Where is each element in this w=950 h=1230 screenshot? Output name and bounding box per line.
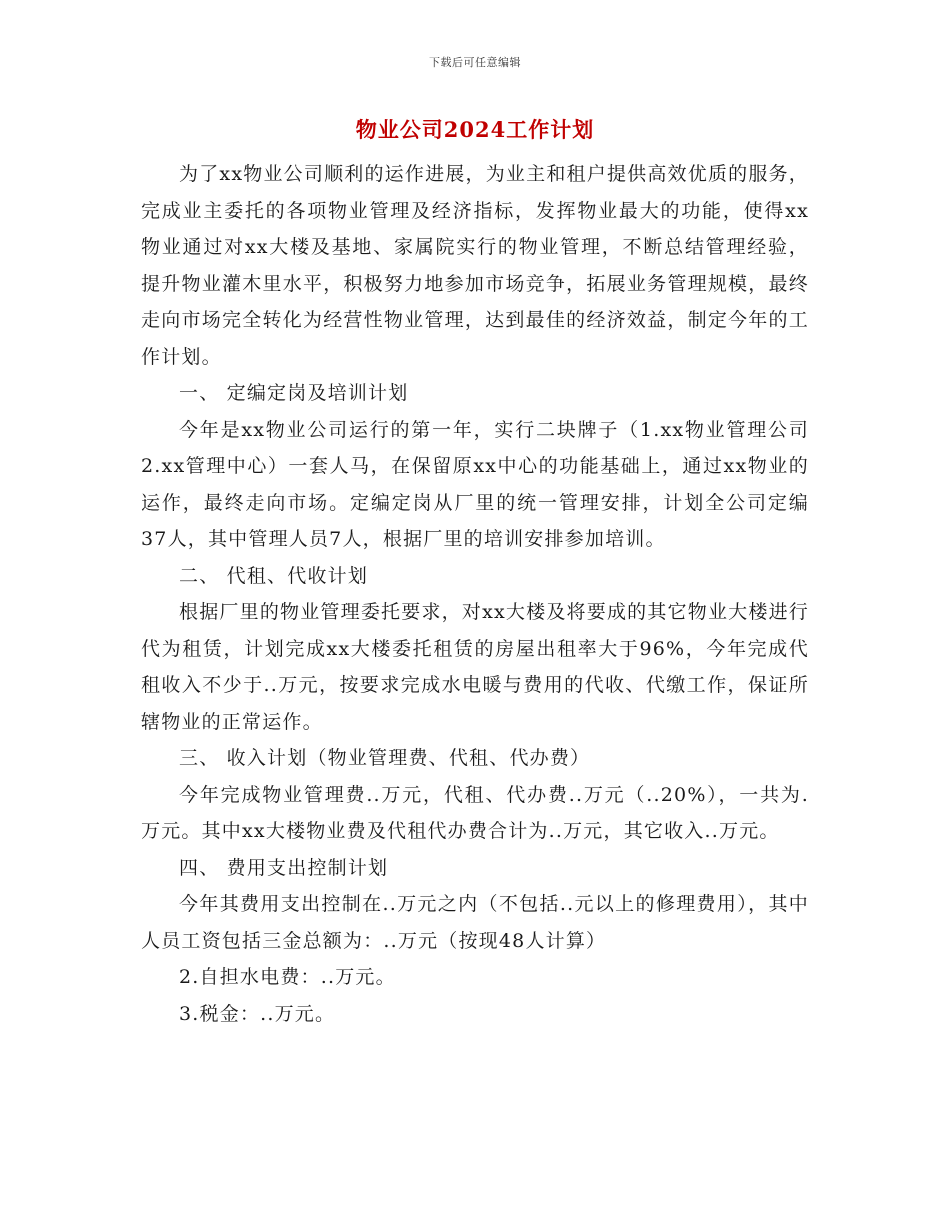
document-body (141, 156, 809, 1032)
section-heading-staffing: 一、 定编定岗及培训计划 (179, 382, 409, 404)
paragraph-taxes: 3.税金：..万元。 (179, 1002, 336, 1025)
section-heading-income: 三、 收入计划（物业管理费、代租、代办费） (179, 747, 591, 769)
paragraph-leasing: 根据厂里的物业管理委托要求，对xx大楼及将要成的其它物业大楼进行代为租赁，计划完成xx大楼委托租赁的房屋出租率大于96%，今年完成代租收入不少于..万元，按要求完成水电暖与费用的代收、代缴工作，保证所辖物业的正常运作。 (141, 601, 809, 733)
intro-paragraph: 为了xx物业公司顺利的运作进展，为业主和租户提供高效优质的服务，完成业主委托的各项物业管理及经济指标，发挥物业最大的功能，使得xx物业通过对xx大楼及基地、家属院实行的物业管理，不断总结管理经验，提升物业灌木里水平，积极努力地参加市场竞争，拓展业务管理规模，最终走向市场完全转化为经营性物业管理，达到最佳的经济效益，制定今年的工作计划。 (141, 163, 809, 368)
section-heading-leasing: 二、 代租、代收计划 (179, 564, 369, 587)
section-heading-expenses: 四、 费用支出控制计划 (179, 856, 389, 879)
paragraph-expenses: 今年其费用支出控制在..万元之内（不包括..元以上的修理费用），其中人员工资包括三金总额为：..万元（按现48人计算） (141, 893, 809, 952)
paragraph-income: 今年完成物业管理费..万元，代租、代办费..万元（..20%），一共为.万元。其中xx大楼物业费及代租代办费合计为..万元，其它收入..万元。 (141, 783, 809, 842)
paragraph-utilities: 2.自担水电费：..万元。 (179, 966, 396, 988)
document-title: 物业公司2024工作计划 (355, 117, 595, 142)
header-note: 下载后可任意编辑 (429, 56, 521, 69)
paragraph-staffing: 今年是xx物业公司运行的第一年，实行二块牌子（1.xx物业管理公司 2.xx管理中心）一套人马，在保留原xx中心的功能基础上，通过xx物业的运作，最终走向市场。定编定岗从厂里的统一管理安排，计划全公司定编37人，其中管理人员7人，根据厂里的培训安排参加培训。 (141, 418, 809, 550)
